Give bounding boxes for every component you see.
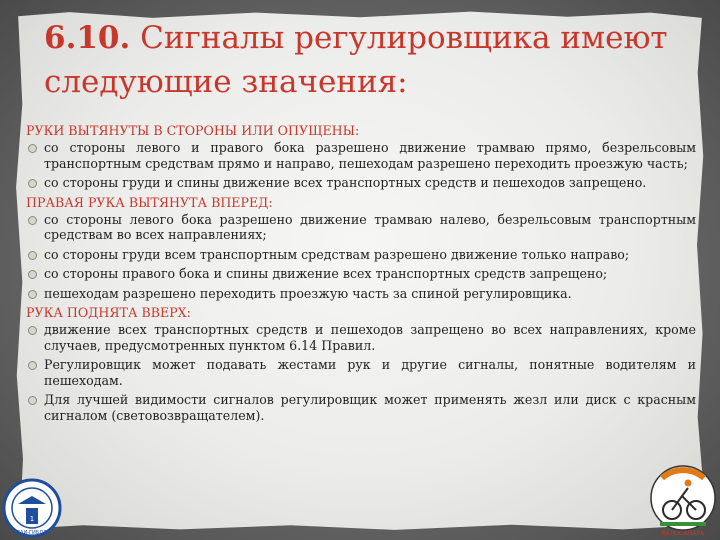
svg-text:1: 1 — [29, 515, 35, 523]
list-item: Регулировщик может подавать жестами рук и другие сигналы, понятные водителям и пешеходам. — [26, 357, 696, 388]
slide-content — [26, 122, 696, 427]
list-item: пешеходам разрешено переходить проезжую часть за спиной регулировщика. — [26, 286, 696, 301]
bullet-list — [26, 212, 696, 301]
section-heading: РУКИ ВЫТЯНУТЫ В СТОРОНЫ ИЛИ ОПУЩЕНЫ: — [26, 123, 360, 138]
bullet-list — [26, 322, 696, 422]
list-item: со стороны левого и правого бока разрешено движение трамваю прямо, безрельсовым транспортным средствам прямо и направо, пешеходам разрешено переходить проезжую часть; — [26, 140, 696, 171]
slide-title — [44, 16, 684, 104]
title-text: Сигналы регулировщика имеют следующие значения: — [44, 20, 668, 100]
title-number: 6.10. — [44, 20, 131, 56]
list-item: со стороны правого бока и спины движение всех транспортных средств запрещено; — [26, 266, 696, 281]
section-heading: ПРАВАЯ РУКА ВЫТЯНУТА ВПЕРЕД: — [26, 194, 273, 210]
velosamara-logo — [648, 458, 718, 538]
list-item: движение всех транспортных средств и пешеходов запрещено во всех направлениях, кроме случаев, предусмотренных пунктом 6.14 Правил. — [26, 322, 696, 353]
list-item: со стороны груди всем транспортным средствам разрешено движение только направо; — [26, 247, 696, 262]
logo-right-label: ВЕЛОСАМАРА — [661, 530, 705, 537]
logo-left-label: ГАИ-ГИБДД — [16, 530, 48, 536]
list-item: со стороны левого бока разрешено движение трамваю налево, безрельсовым транспортным средствам во всех направлениях; — [26, 212, 696, 243]
gai-gibdd-logo — [2, 478, 62, 538]
list-item: Для лучшей видимости сигналов регулировщик может применять жезл или диск с красным сигналом (световозвращателем). — [26, 392, 696, 423]
section-heading: РУКА ПОДНЯТА ВВЕРХ: — [26, 305, 191, 321]
list-item: со стороны груди и спины движение всех транспортных средств и пешеходов запрещено. — [26, 175, 696, 190]
bullet-list — [26, 140, 696, 190]
